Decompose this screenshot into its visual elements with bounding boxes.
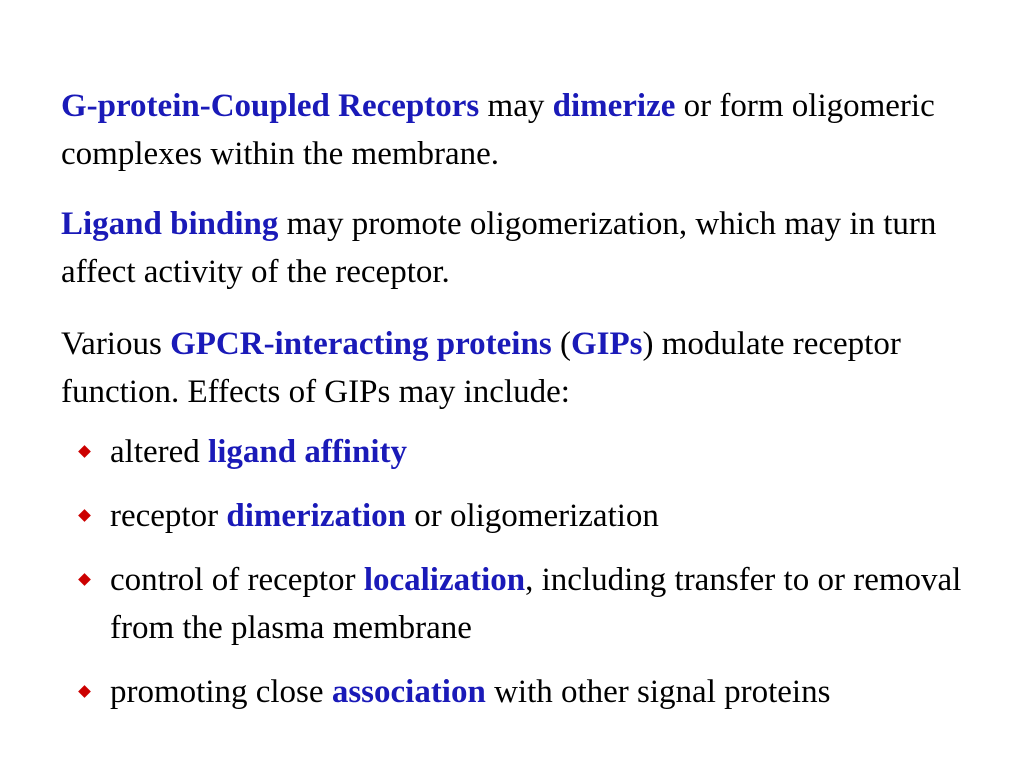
text-segment: may promote oligomerization, which may in turn affect activity of the receptor. — [61, 206, 937, 290]
term-dimerization: dimerization — [226, 498, 406, 534]
text-segment: Various — [61, 326, 171, 362]
list-item — [0, 428, 990, 476]
text-segment: with other signal proteins — [485, 674, 831, 710]
gip-effects-list — [0, 428, 990, 732]
list-item — [0, 556, 990, 652]
diamond-bullet-icon — [78, 685, 91, 698]
term-gips: GIPs — [570, 326, 643, 362]
text-segment: or form oligomeric complexes within the membrane. — [61, 88, 935, 172]
text-segment: may — [479, 88, 553, 124]
term-ligand-affinity: ligand affinity — [208, 434, 407, 470]
diamond-bullet-icon — [78, 445, 91, 458]
paragraph-gips — [61, 320, 981, 416]
term-dimerize: dimerize — [552, 88, 676, 124]
paragraph-ligand-binding — [61, 200, 981, 296]
text-segment: altered — [110, 434, 209, 470]
text-segment: control of receptor — [110, 562, 364, 598]
text-segment: or oligomerization — [405, 498, 659, 534]
text-segment: ( — [551, 326, 571, 362]
text-segment: , including transfer to or removal from the plasma membrane — [110, 562, 962, 646]
text-segment: promoting close — [110, 674, 332, 710]
term-gpcr-interacting-proteins: GPCR-interacting proteins — [170, 326, 552, 362]
term-localization: localization — [363, 562, 526, 598]
text-segment: receptor — [110, 498, 227, 534]
list-item — [0, 492, 990, 540]
text-segment: ) modulate receptor function. Effects of GIPs may include: — [61, 326, 901, 410]
paragraph-gpcr-dimerize — [61, 82, 981, 178]
list-item — [0, 668, 990, 716]
term-association: association — [331, 674, 486, 710]
diamond-bullet-icon — [78, 509, 91, 522]
term-ligand-binding: Ligand binding — [61, 206, 279, 242]
diamond-bullet-icon — [78, 573, 91, 586]
term-gpcr: G-protein-Coupled Receptors — [61, 88, 480, 124]
